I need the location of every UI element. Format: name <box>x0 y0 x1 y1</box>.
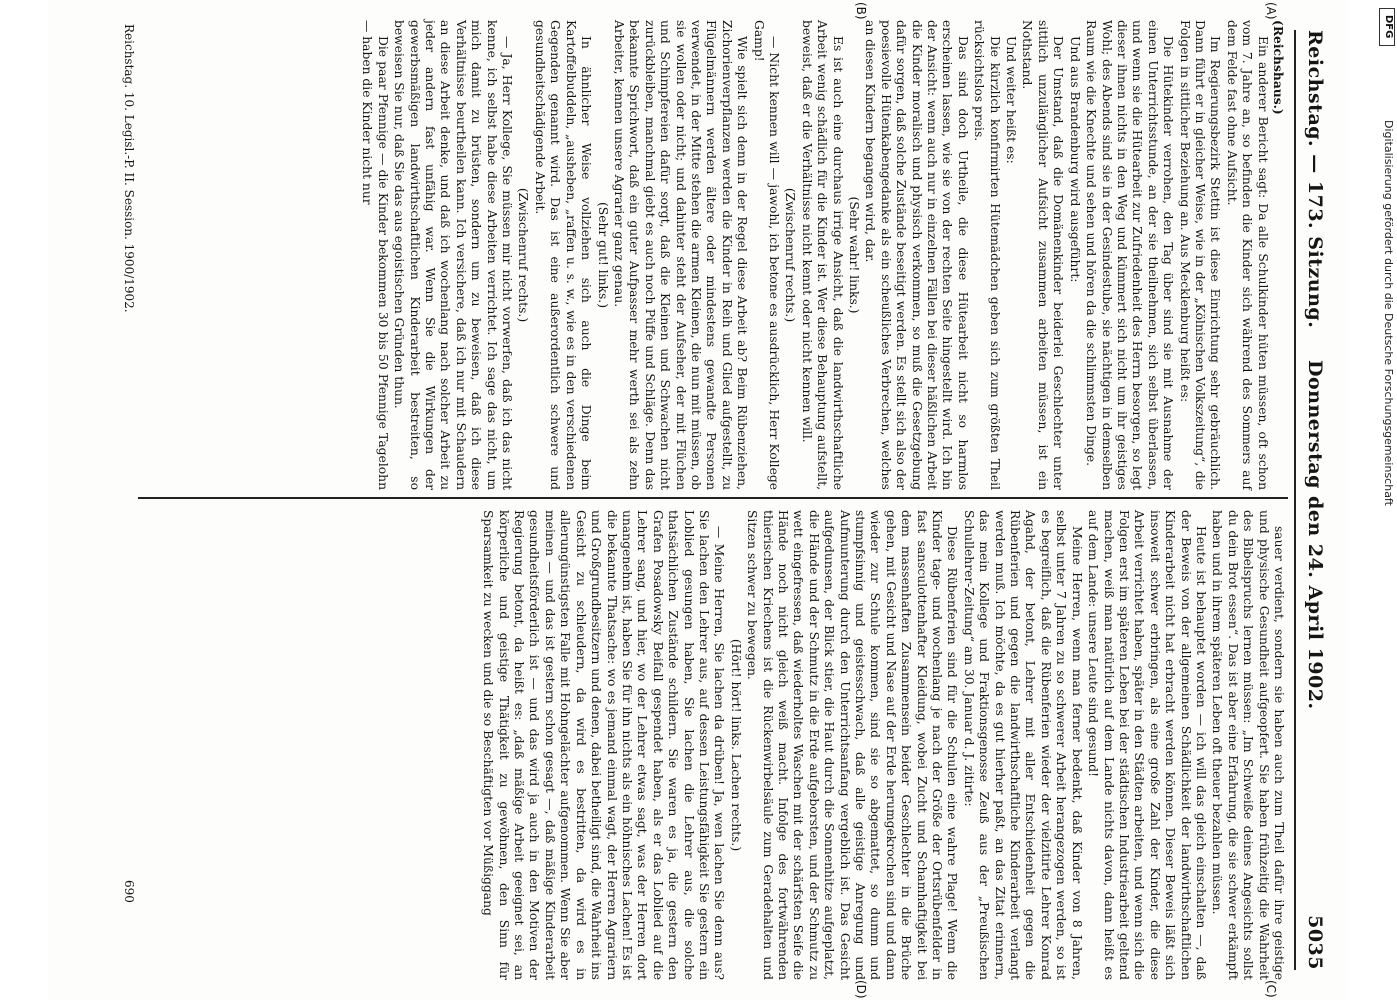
marker-a: (A) <box>1264 2 1278 20</box>
header-rule <box>1294 30 1296 970</box>
paragraph: Und aus Brandenburg wird ausgeführt: <box>1067 36 1082 283</box>
paragraph: sauer verdient, sondern sie haben auch zum Theil dafür ihre geistige und physische Gesundheit aufgeopfert. Sie haben frühzeitig die Wahrheit des Bibelspruchs lernen müssen: „Im Schweiße deines Angesichts sollst du dein Brot essen“. Das ist aber eine Erfahrung, die sie schwer erkämpft haben und in ihrem späteren Leben oft theuer bezahlen müssen. <box>1210 510 1286 980</box>
newspaper-page <box>48 0 1348 1000</box>
marker-c: (C) <box>1264 980 1278 998</box>
paragraph: Die kürzlich konfirmirten Hütemädchen geben sich zum größten Theil rücksichtslos preis. <box>972 20 1002 490</box>
footer-session: Reichstag. 10. Legisl.-P. II. Session. 1900/1902. <box>122 24 136 313</box>
paragraph: Der Umstand, daß die Domänenkinder beiderlei Geschlechter unter sittlich unzulänglicher Aufsicht zusammen arbeiten müssen, ist ein Nothstand. <box>1020 20 1066 490</box>
paragraph: Diese Rübenferien sind für die Schulen eine wahre Plage! Wenn die Kinder tage- und wochenlang je nach der Größe der Ortsrübenfelder in fast sansculottenhafter Kleidung, wobei Zucht und Schamhaftigkeit bei dem massenhaften Zusammensein beider Geschlechter in die Brüche gehen, mit Gesicht und Nase auf der Erde herumgekrochen sind und dann wieder zur Schule kommen, sind sie so abgemattet, so dumm und stumpfsinnig und geistesschwach, daß alle geistige Anregung und Aufmunterung durch den Unterrichtsanfang vergeblich ist. Das Gesicht aufgedunsen, der Blick stier, die Haut durch die Sonnenhitze aufgeplatzt, die Hände und der Schmutz in die Erde aufgeborsten, und der Schmutz zu wett eingefressen, daß wiederholtes Waschen mit der schärfsten Seife die Hände noch nicht gleich weiß macht. Infolge des fortwährenden thierischen Kriechens ist die Rückenwirbelsäule zum Geradehalten und Sitzen schwer zu bewegen. <box>745 510 960 980</box>
footer-sheet-number: 690 <box>122 880 136 903</box>
marker-d: (D) <box>854 980 868 999</box>
dfg-logo: DFG <box>1379 8 1395 46</box>
paragraph: — Nicht kennen will — jawohl, ich betone es ausdrücklich, Herr Kollege Gamp! <box>751 20 781 490</box>
paragraph: Im Regierungsbezirk Stettin ist diese Einrichtung sehr gebräuchlich. Dann führt er in gleicher Weise, wie in der „Kölnischen Volkszeitung“, die Folgen in sittlicher Beziehung an. Aus Mecklenburg heißt es: <box>1177 20 1223 490</box>
interjection: (Zwischenruf rechts.) <box>783 187 798 323</box>
header-left: Reichstag. — 173. Sitzung. <box>1304 30 1326 329</box>
paragraph: In ähnlicher Weise vollziehen sich auch die Dinge beim Kartoffelbuddeln, „ausheben, „raffen u. s. w., wie es in den verschiedenen Gegenden genannt wird. Das ist eine außerordentlich schwere und gesundheitschädigende Arbeit. <box>532 20 594 490</box>
marker-b: (B) <box>854 2 868 20</box>
paragraph: Heute ist behauptet worden — ich will das gleich einschalten —, daß der Beweis von der allgemeinen Schädlichkeit der landwirthschaftlichen Kinderarbeit nicht hat erbracht werden können. Dieser Beweis läßt sich insoweit schwer erbringen, als eine große Zahl der Kinder, die diese Arbeit verrichtet haben, später in den Städten arbeiten, und wenn sich die Folgen erst im späteren Leben bei der städtischen Industriearbeit geltend machen, weiß man natürlich auf dem Lande nichts davon, dann heißt es auf dem Lande: unsere Leute sind gesund! <box>1086 510 1208 980</box>
paragraph: Das sind doch Urtheile, die diese Hütearbeit nicht so harmlos erscheinen lassen, wie sie von der rechten Seite hingestellt wird. Ich bin der Ansicht: wenn auch nur in einzelnen Fällen bei dieser häßlichen Arbeit die Kinder moralisch und physisch verkommen, so muß die Gesetzgebung dafür sorgen, daß solche Zustände beseitigt werden. Es stellt sich also der poesievolle Hütenkabengedanke als ein scheußliches Verbrechen, welches an diesen Kindern begangen wird, dar. <box>863 20 970 490</box>
paragraph: — Ja, Herr Kollege, Sie müssen mir nicht vorwerfen, daß ich das nicht kenne, ich selbst habe diese Arbeiten verrichtet. Ich sage das nicht, um mich damit zu brüsten, sondern um zu beweisen, daß ich diese Verhältnisse beurtheilen kann. Ich versichere, daß ich nur mit Schaudern an diese Arbeit denke, und daß ich wochenlang nach solcher Arbeit zu jeder andern fast unfähig war. Wenn Sie die Wirkungen der gewerbsmäßigen landwirthschaftlichen Kinderarbeit bestreiten, so beweisen Sie nur, daß Sie das aus egoistischen Gründen thun. <box>392 20 515 490</box>
paragraph: Die paar Pfennige — die Kinder bekommen 30 bis 50 Pfennige Tagelohn — haben die Kinder nicht nur <box>360 20 390 490</box>
page-header <box>1296 30 1330 970</box>
right-column <box>479 510 1286 980</box>
paragraph: Wie spielt sich denn in der Regel diese Arbeit ab? Beim Rübenziehen, Zichorienverpflanzen werden die Kinder in Reih und Glied aufgestellt, zu Flügelmännern werden ältere oder mindestens gewandte Personen verwendet, in der Mitte stehen die armen Kleinen, die nun mit müssen, ob sie wollen oder nicht; und dahinter steht der Aufseher, der mit Flüchen und Schimpfereien dafür sorgt, daß die Kleinen und Schwachen nicht zurückbleiben, manchmal giebt es auch noch Püffe und Schläge. Denn das bekannte Sprichwort, daß ein guter Aufpasser mehr werth sei als zehn Arbeiter, kennen unsere Agrarier ganz genau. <box>611 20 750 490</box>
interjection: (Hört! hört! links. Lachen rechts.) <box>728 638 743 852</box>
section-label: (Reichshaus.) <box>1271 20 1286 115</box>
paragraph: Ein anderer Bericht sagt: Da alle Schulkinder hüten müssen, oft schon vom 7. Jahre an, so befinden die Kinder sich während des Sommers auf dem Felde fast ohne Aufsicht. <box>1224 20 1270 490</box>
page-number: 5035 <box>1304 915 1326 970</box>
paragraph: Meine Herren, wenn man ferner bedenkt, daß Kinder von 8 Jahren, selbst unter 7 Jahren zu so schwerer Arbeit herangezogen werden, so ist es begreiflich, daß die Rübenferien wieder der vielzitirte Lehrer Konrad Agahd, der betont, Lehrer mit aller Entschiedenheit gegen die Rübenferien und gegen die landwirthschaftliche Kinderarbeit verlangt werden muß. Ich möchte, da es gut hierher paßt, an das Zitat erinnern, das mein Kollege und Fraktionsgenosse Zeuß aus der „Preußischen Schullehrer-Zeitung“ am 30. Januar d. J. zitirte: <box>961 510 1084 980</box>
interjection: (Sehr wahr! links.) <box>847 196 862 314</box>
paragraph: — Meine Herren, Sie lachen da drüben! Ja, wen lachen Sie denn aus? Sie lachen den Lehrer aus, auf dessen Leistungsfähigkeit Sie gestern ein Loblied gesungen haben, Sie lachen die Lehrer aus, die solche thatsächlichen Zustände schildern. Sie waren es ja, die gestern den Grafen Posadowsky Beifall gespendet haben, als er das Loblied auf die Lehrer sang, und hier, wo der Lehrer etwas sagt, was der Herren dort unangenehm ist, haben Sie für ihn nichts als ein höhnisches Lachen! Es ist die bekannte Thatsache: wo es jemand einmal wagt, der Herren Agrariern und Großgrundbesitzern und denen, dabei betheiligt sind, die Wahrheit ins Gesicht zu schleudern, da wird es bestritten, da wird es in allerungünstigsten Falle mit Hohngelächter aufgenommen. Wenn Sie aber meinen — und das ist gestern schon gesagt —, daß mäßige Kinderarbeit gesundheitsförderlich ist — und das wird ja auch in den Motiven der Regierung betont, da heißt es: „daß mäßige Arbeit geeignet sei, an körperliche und geistige Thätigkeit zu gewöhnen, den Sinn für Sparsamkeit zu wecken und die so Beschäftigten vor Müßiggang <box>481 510 727 980</box>
paragraph: Und weiter heißt es: <box>1004 36 1019 164</box>
digitization-note: Digitalisierung gefördert durch die Deutsche Forschungsgemeinschaft <box>1382 120 1395 506</box>
left-column <box>358 20 1286 490</box>
header-date: Donnerstag den 24. April 1902. <box>1304 360 1326 710</box>
paragraph: Die Hütekinder verrohen, den Tag über sind sie mit Ausnahme der einen Unterrichtsstunde, an der sie theilnehmen, sich selbst überlassen, und wenn sie die Hütearbeit zur Zufriedenheit des Herrn besorgen, so legt dieser ihnen nichts in den Weg und kümmert sich nicht um ihr geistiges Wohl; des Abends sind sie in der Gesindestube, sie nächtigen in demselben Raum wie die Knechte und sehen und hören da die schlimmsten Dinge. <box>1084 20 1176 490</box>
paragraph: Es ist auch eine durchaus irrige Ansicht, daß die landwirthschaftliche Arbeit wenig schädlich für die Kinder ist. Wer diese Behauptung aufstellt, beweist, daß er die Verhältnisse nicht kennt oder nicht kennen will. <box>799 20 845 490</box>
column-divider <box>138 497 1288 499</box>
interjection: (Sehr gut! links.) <box>595 201 610 309</box>
interjection: (Zwischenruf rechts.) <box>516 187 531 323</box>
